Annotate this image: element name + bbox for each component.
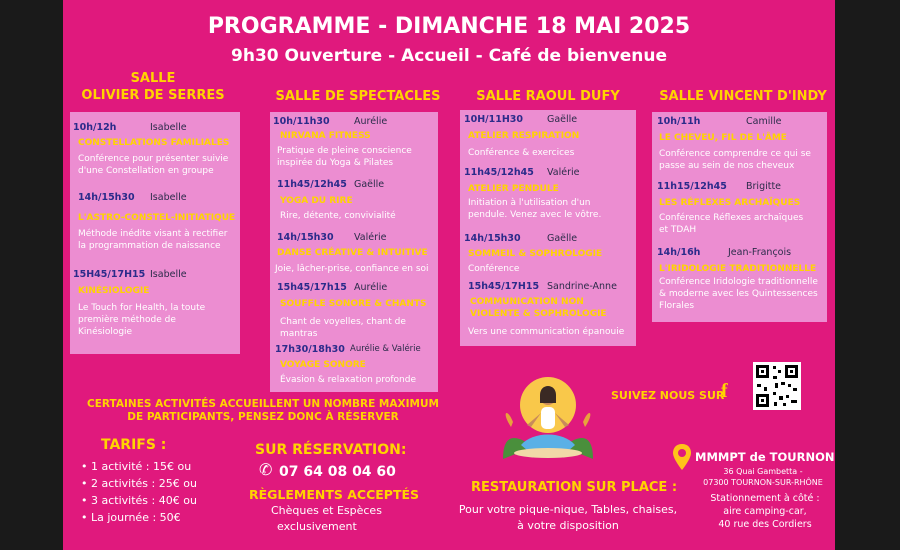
slot-speaker: Gaëlle [547, 114, 578, 125]
slot-speaker: Isabelle [150, 122, 187, 133]
room-heading-dufy: SALLE RAOUL DUFY [476, 89, 620, 104]
venue-address-line: 36 Quai Gambetta - [723, 467, 803, 476]
slot-desc: Évasion & relaxation profonde [280, 375, 417, 385]
restauration-line: Pour votre pique-nique, Tables, chaises, [458, 503, 678, 516]
tarif-item: • 1 activité : 15€ ou [81, 460, 192, 473]
page-subtitle: 9h30 Ouverture - Accueil - Café de bienvenue [231, 46, 667, 66]
tarif-text: La journée : 50€ [91, 511, 181, 524]
notice-line: DE PARTICIPANTS, PENSEZ DONC À RÉSERVER [127, 411, 399, 423]
room-panel-olivier [70, 112, 240, 354]
tarif-text: 2 activités : 25€ ou [91, 477, 197, 490]
facebook-icon[interactable]: f [721, 380, 728, 402]
room-panel-dufy [460, 110, 636, 346]
phone-icon: ✆ [259, 460, 273, 479]
slot-time: 10h/12h [73, 122, 117, 133]
page-title: PROGRAMME - DIMANCHE 18 MAI 2025 [207, 14, 691, 39]
slot-speaker: Gaëlle [547, 233, 578, 244]
phone-number[interactable]: 07 64 08 04 60 [279, 464, 396, 480]
slot-time: 17h30/18h30 [275, 344, 345, 355]
restauration-text [443, 502, 693, 534]
room-panel-dindy [652, 112, 827, 322]
payments-line: Chèques et Espèces [271, 504, 382, 517]
qr-code-icon[interactable] [753, 362, 801, 410]
venue-name: MMMPT de TOURNON [695, 450, 835, 464]
slot-time: 15h45/17h15 [277, 282, 347, 293]
slot-title: YOGA DU RIRE [280, 196, 353, 206]
slot-speaker: Isabelle [150, 269, 187, 280]
location-pin-icon [673, 444, 691, 474]
slot-speaker: Gaëlle [354, 179, 385, 190]
slot-speaker: Aurélie [354, 116, 388, 127]
slot-time: 14h/15h30 [277, 232, 334, 243]
slot-time: 10h/11h [657, 116, 701, 127]
slot-time: 11h15/12h45 [657, 181, 727, 192]
slot-desc: Conférence Réflexes archaïques et TDAH [659, 213, 804, 235]
slot-title: NIRVANA FITNESS [280, 131, 371, 141]
tarif-text: 3 activités : 40€ ou [91, 494, 197, 507]
tarif-item: • 2 activités : 25€ ou [81, 477, 197, 490]
slot-desc: Conférence pour présenter suivie d'une Constellation en groupe [78, 154, 229, 176]
slot-title: DANSE CRÉATIVE & INTUITIVE [277, 248, 428, 258]
venue-address [703, 466, 823, 488]
room-heading-dindy: SALLE VINCENT D'INDY [659, 89, 827, 104]
tarifs-list [81, 458, 197, 526]
slot-desc: Conférence & exercices [468, 148, 575, 158]
room-heading-spectacles: SALLE DE SPECTACLES [275, 89, 441, 104]
slot-title: LES RÉFLEXES ARCHAÏQUES [659, 198, 801, 208]
tarif-text: 1 activité : 15€ ou [91, 460, 192, 473]
payments-heading: RÈGLEMENTS ACCEPTÉS [249, 487, 420, 502]
slot-title: ATELIER PENDULE [468, 184, 559, 194]
notice-line: CERTAINES ACTIVITÉS ACCUEILLENT UN NOMBRE MAXIMUM [87, 398, 439, 410]
parking-line: 40 rue des Cordiers [718, 519, 812, 530]
restauration-line: à votre disposition [517, 519, 619, 532]
poster [63, 0, 835, 550]
slot-title: SOUFFLE SONORE & CHANTS [280, 299, 427, 309]
slot-desc: Rire, détente, convivialité [280, 211, 396, 221]
slot-title: KINÉSIOLOGIE [78, 286, 150, 296]
parking-info [701, 492, 829, 531]
slot-time: 10H/11H30 [464, 114, 524, 125]
payments-line: exclusivement [277, 520, 357, 533]
tarif-item: • La journée : 50€ [81, 511, 181, 524]
slot-title: CONSTELLATIONS FAMILIALES [78, 138, 230, 148]
slot-title: L'ASTRO-CONSTEL-INITIATIQUE [78, 213, 236, 223]
reservation-heading: SUR RÉSERVATION: [255, 442, 407, 458]
parking-line: aire camping-car, [723, 506, 807, 517]
slot-speaker: Aurélie & Valérie [350, 344, 421, 354]
slot-title: SOMMEIL & SOPHROLOGIE [468, 249, 603, 259]
slot-time: 15h45/17H15 [468, 281, 540, 292]
slot-time: 11h45/12h45 [277, 179, 347, 190]
meditation-illustration [483, 367, 613, 467]
slot-desc: Vers une communication épanouie [468, 327, 625, 337]
slot-desc: Conférence comprendre ce qui se passe au sein de nos cheveux [659, 149, 811, 171]
slot-desc: Conférence [468, 264, 520, 274]
slot-desc: Initiation à l'utilisation d'un pendule. Venez avec le vôtre. [468, 198, 602, 220]
room-heading-line: SALLE [130, 71, 176, 86]
room-panel-spectacles [270, 112, 438, 392]
slot-time: 14h/15h30 [464, 233, 521, 244]
restauration-heading: RESTAURATION SUR PLACE : [471, 480, 678, 495]
slot-desc: Joie, lâcher-prise, confiance en soi [275, 264, 429, 274]
slot-title: ATELIER RESPIRATION [468, 131, 580, 141]
slot-desc: Conférence Iridologie traditionnelle & moderne avec les Quintessences Florales [659, 277, 818, 311]
slot-time: 15H45/17H15 [73, 269, 146, 280]
social-label: SUIVEZ NOUS SUR [611, 389, 725, 402]
slot-title: VOYAGE SONORE [280, 360, 366, 370]
room-heading-line: OLIVIER DE SERRES [81, 88, 225, 103]
slot-speaker: Valérie [547, 167, 580, 178]
tarif-item: • 3 activités : 40€ ou [81, 494, 197, 507]
slot-desc: Le Touch for Health, la toute première méthode de Kinésiologie [78, 303, 206, 337]
reservation-notice [63, 398, 463, 424]
tarifs-heading: TARIFS : [101, 437, 167, 453]
slot-speaker: Isabelle [150, 192, 187, 203]
slot-time: 10h/11h30 [273, 116, 330, 127]
slot-title: LE CHEVEU, FIL DE L'ÂME [659, 133, 787, 143]
slot-speaker: Aurélie [354, 282, 388, 293]
slot-time: 14h/16h [657, 247, 701, 258]
slot-title: COMMUNICATION NON VIOLENTE & SOPHROLOGIE [470, 297, 607, 319]
parking-line: Stationnement à côté : [710, 493, 820, 504]
slot-speaker: Sandrine-Anne [547, 281, 617, 292]
slot-desc: Pratique de pleine conscience inspirée du Yoga & Pilates [277, 146, 412, 168]
slot-speaker: Camille [746, 116, 782, 127]
slot-time: 14h/15h30 [78, 192, 135, 203]
room-heading-olivier [63, 70, 243, 104]
venue-address-line: 07300 TOURNON-SUR-RHÔNE [703, 478, 823, 487]
slot-desc: Chant de voyelles, chant de mantras [280, 317, 406, 339]
slot-title: L'IRIDOLOGIE TRADITIONNELLE [659, 264, 817, 274]
slot-speaker: Valérie [354, 232, 387, 243]
slot-speaker: Jean-François [728, 247, 792, 258]
slot-desc: Méthode inédite visant à rectifier la programmation de naissance [78, 229, 228, 251]
slot-time: 11h45/12h45 [464, 167, 534, 178]
slot-speaker: Brigitte [746, 181, 782, 192]
